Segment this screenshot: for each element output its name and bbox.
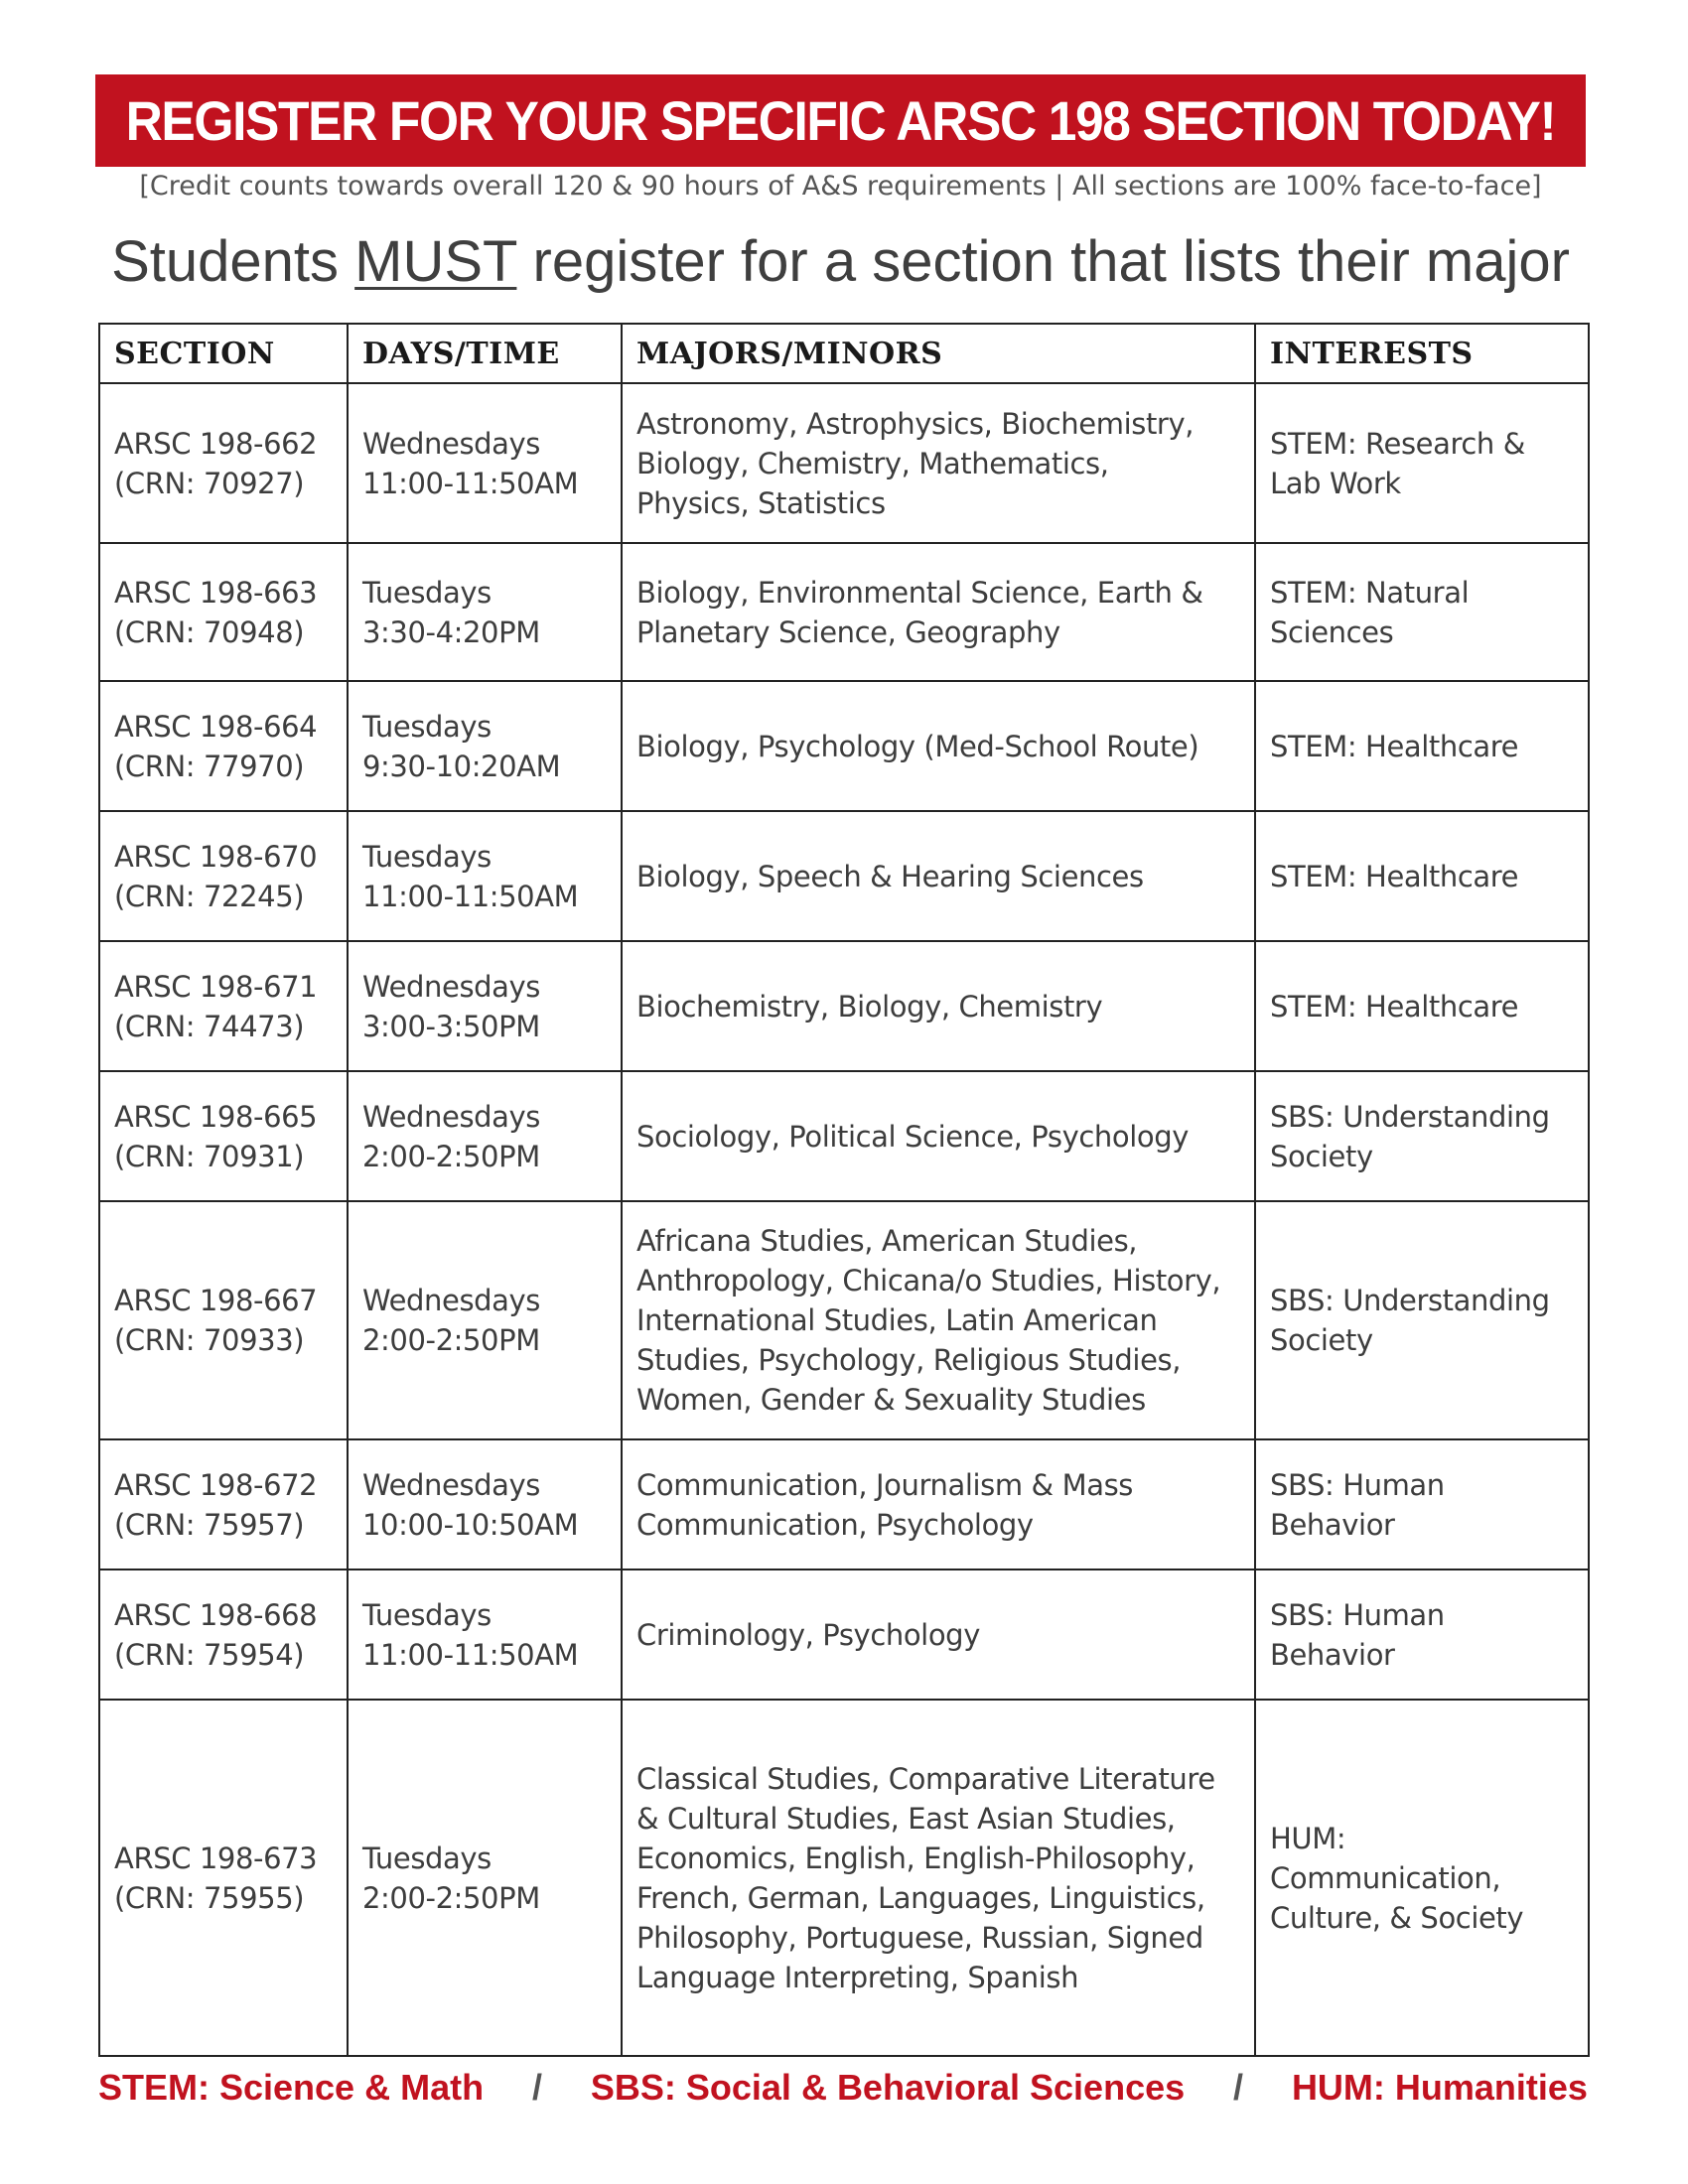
days-time-cell-line: 11:00-11:50AM [362, 879, 579, 913]
days-time-cell-line: Tuesdays [362, 709, 492, 744]
section-cell [99, 681, 348, 811]
days-time-cell-line: 2:00-2:50PM [362, 1323, 540, 1357]
days-time-cell-line: Tuesdays [362, 575, 492, 610]
interests-cell-line: Society [1270, 1139, 1373, 1173]
days-time-cell-line: 11:00-11:50AM [362, 466, 579, 500]
majors-cell-line: Planetary Science, Geography [636, 614, 1060, 649]
majors-cell-line: Astronomy, Astrophysics, Biochemistry, [636, 406, 1195, 441]
section-cell [99, 383, 348, 543]
majors-cell [622, 1439, 1255, 1570]
table-row [99, 1439, 1589, 1570]
table-header-row [99, 324, 1589, 383]
table-row [99, 941, 1589, 1071]
section-cell [99, 941, 348, 1071]
section-cell-line: ARSC 198-672 [114, 1467, 318, 1502]
legend-separator: / [1233, 2067, 1244, 2108]
days-time-cell-line: 3:00-3:50PM [362, 1009, 540, 1043]
majors-cell [622, 681, 1255, 811]
section-cell-line: (CRN: 75957) [114, 1507, 305, 1542]
majors-cell-line: Sociology, Political Science, Psychology [636, 1119, 1189, 1154]
sections-table [98, 323, 1590, 2057]
section-cell-line: (CRN: 77970) [114, 749, 305, 783]
majors-cell [622, 383, 1255, 543]
majors-cell-line: Physics, Statistics [636, 485, 886, 520]
majors-cell-line: Communication, Psychology [636, 1507, 1034, 1542]
interests-cell-line: STEM: Healthcare [1270, 859, 1519, 893]
headline-before: Students [111, 229, 355, 294]
headline-emphasis: MUST [354, 229, 517, 294]
interests-cell [1255, 1071, 1589, 1201]
majors-cell-line: Africana Studies, American Studies, [636, 1224, 1138, 1258]
interests-cell-line: Society [1270, 1323, 1373, 1357]
majors-cell-line: Studies, Psychology, Religious Studies, [636, 1343, 1182, 1377]
section-cell-line: ARSC 198-663 [114, 575, 318, 610]
interests-cell-line: Sciences [1270, 614, 1394, 649]
title-banner [95, 74, 1586, 167]
interests-cell-line: SBS: Human [1270, 1467, 1445, 1502]
interests-cell-line: STEM: Natural [1270, 575, 1470, 610]
interests-cell-line: Behavior [1270, 1637, 1395, 1672]
days-time-cell-line: 2:00-2:50PM [362, 1880, 540, 1915]
section-cell [99, 1071, 348, 1201]
majors-cell [622, 1570, 1255, 1700]
interests-cell [1255, 1700, 1589, 2056]
days-time-cell [348, 941, 622, 1071]
days-time-cell [348, 1201, 622, 1439]
header-interests: INTERESTS [1255, 324, 1589, 383]
majors-cell [622, 1201, 1255, 1439]
table-row [99, 1700, 1589, 2056]
majors-cell-line: Biology, Speech & Hearing Sciences [636, 859, 1144, 893]
legend-stem: STEM: Science & Math [98, 2067, 485, 2108]
interests-cell [1255, 941, 1589, 1071]
majors-cell-line: Biochemistry, Biology, Chemistry [636, 989, 1103, 1024]
days-time-cell-line: Wednesdays [362, 1099, 541, 1134]
section-cell-line: (CRN: 70933) [114, 1323, 305, 1357]
section-cell-line: ARSC 198-667 [114, 1284, 318, 1317]
majors-cell-line: Anthropology, Chicana/o Studies, History, [636, 1264, 1221, 1297]
table-row [99, 811, 1589, 941]
majors-cell-line: Biology, Psychology (Med-School Route) [636, 729, 1199, 763]
majors-cell [622, 811, 1255, 941]
majors-cell-line: & Cultural Studies, East Asian Studies, [636, 1801, 1176, 1836]
interests-cell-line: SBS: Understanding [1270, 1099, 1550, 1134]
table-row [99, 383, 1589, 543]
section-cell [99, 811, 348, 941]
interests-cell-line: STEM: Healthcare [1270, 729, 1519, 763]
majors-cell-line: International Studies, Latin American [636, 1303, 1158, 1337]
interests-cell [1255, 383, 1589, 543]
days-time-cell [348, 811, 622, 941]
interests-cell [1255, 1201, 1589, 1439]
interests-cell-line: Culture, & Society [1270, 1900, 1524, 1935]
days-time-cell-line: 10:00-10:50AM [362, 1507, 579, 1542]
days-time-cell-line: 11:00-11:50AM [362, 1637, 579, 1672]
section-cell [99, 1439, 348, 1570]
section-cell [99, 1201, 348, 1439]
section-cell-line: (CRN: 72245) [114, 879, 305, 913]
section-cell-line: ARSC 198-668 [114, 1597, 318, 1632]
section-cell-line: ARSC 198-665 [114, 1099, 318, 1134]
days-time-cell-line: Tuesdays [362, 839, 492, 874]
interests-cell [1255, 1439, 1589, 1570]
header-majors: MAJORS/MINORS [622, 324, 1255, 383]
majors-cell [622, 1700, 1255, 2056]
section-cell-line: (CRN: 74473) [114, 1009, 305, 1043]
section-cell-line: ARSC 198-670 [114, 839, 318, 874]
interests-cell [1255, 681, 1589, 811]
section-cell-line: ARSC 198-671 [114, 969, 318, 1004]
section-cell-line: (CRN: 70931) [114, 1139, 305, 1173]
interests-cell-line: STEM: Research & [1270, 426, 1525, 461]
header-section: SECTION [99, 324, 348, 383]
legend-separator: / [531, 2067, 542, 2108]
days-time-cell-line: 2:00-2:50PM [362, 1139, 540, 1173]
days-time-cell-line: Wednesdays [362, 1467, 541, 1502]
majors-cell-line: Communication, Journalism & Mass [636, 1467, 1133, 1502]
interests-cell-line: HUM: [1270, 1821, 1346, 1855]
days-time-cell [348, 543, 622, 681]
interests-cell-line: Behavior [1270, 1507, 1395, 1542]
table-row [99, 1071, 1589, 1201]
days-time-cell [348, 383, 622, 543]
section-cell-line: (CRN: 75954) [114, 1637, 305, 1672]
days-time-cell-line: 9:30-10:20AM [362, 749, 561, 783]
header-days-time: DAYS/TIME [348, 324, 622, 383]
credit-note: [Credit counts towards overall 120 & 90 hours of A&S requirements | All sections are 100% face-to-face] [139, 171, 1542, 202]
majors-cell-line: Biology, Environmental Science, Earth & [636, 575, 1203, 610]
interests-cell-line: Lab Work [1270, 466, 1401, 500]
section-cell-line: ARSC 198-662 [114, 426, 318, 461]
table-row [99, 543, 1589, 681]
majors-cell-line: Philosophy, Portuguese, Russian, Signed [636, 1920, 1203, 1955]
days-time-cell [348, 1570, 622, 1700]
legend-sbs: SBS: Social & Behavioral Sciences [590, 2067, 1186, 2108]
majors-cell-line: Classical Studies, Comparative Literature [636, 1761, 1215, 1796]
days-time-cell-line: Tuesdays [362, 1841, 492, 1875]
majors-cell [622, 941, 1255, 1071]
section-cell-line: ARSC 198-664 [114, 709, 318, 744]
table-row [99, 1201, 1589, 1439]
days-time-cell-line: 3:30-4:20PM [362, 614, 540, 649]
legend [98, 2067, 1588, 2109]
section-cell-line: ARSC 198-673 [114, 1841, 318, 1875]
section-cell-line: (CRN: 70927) [114, 466, 305, 500]
interests-cell [1255, 1570, 1589, 1700]
page-headline [95, 228, 1586, 295]
days-time-cell [348, 1439, 622, 1570]
majors-cell-line: Economics, English, English-Philosophy, [636, 1841, 1196, 1875]
section-cell [99, 1570, 348, 1700]
headline-after: register for a section that lists their major [516, 229, 1570, 294]
majors-cell-line: French, German, Languages, Linguistics, [636, 1880, 1205, 1915]
majors-cell-line: Women, Gender & Sexuality Studies [636, 1383, 1146, 1417]
majors-cell-line: Biology, Chemistry, Mathematics, [636, 446, 1109, 480]
majors-cell [622, 1071, 1255, 1201]
interests-cell-line: STEM: Healthcare [1270, 989, 1519, 1024]
legend-hum: HUM: Humanities [1291, 2067, 1588, 2108]
majors-cell-line: Language Interpreting, Spanish [636, 1960, 1079, 1994]
table-body [99, 383, 1589, 2056]
section-cell [99, 1700, 348, 2056]
majors-cell [622, 543, 1255, 681]
interests-cell [1255, 811, 1589, 941]
interests-cell [1255, 543, 1589, 681]
days-time-cell-line: Wednesdays [362, 1284, 541, 1317]
section-cell-line: (CRN: 70948) [114, 614, 305, 649]
table-row [99, 1570, 1589, 1700]
interests-cell-line: Communication, [1270, 1860, 1501, 1895]
table-row [99, 681, 1589, 811]
section-cell-line: (CRN: 75955) [114, 1880, 305, 1915]
interests-cell-line: SBS: Human [1270, 1597, 1445, 1632]
interests-cell-line: SBS: Understanding [1270, 1284, 1550, 1317]
majors-cell-line: Criminology, Psychology [636, 1617, 980, 1652]
days-time-cell [348, 681, 622, 811]
section-cell [99, 543, 348, 681]
days-time-cell [348, 1700, 622, 2056]
banner-title: REGISTER FOR YOUR SPECIFIC ARSC 198 SECTION TODAY! [125, 89, 1556, 152]
days-time-cell-line: Wednesdays [362, 426, 541, 461]
days-time-cell-line: Tuesdays [362, 1597, 492, 1632]
days-time-cell-line: Wednesdays [362, 969, 541, 1004]
days-time-cell [348, 1071, 622, 1201]
